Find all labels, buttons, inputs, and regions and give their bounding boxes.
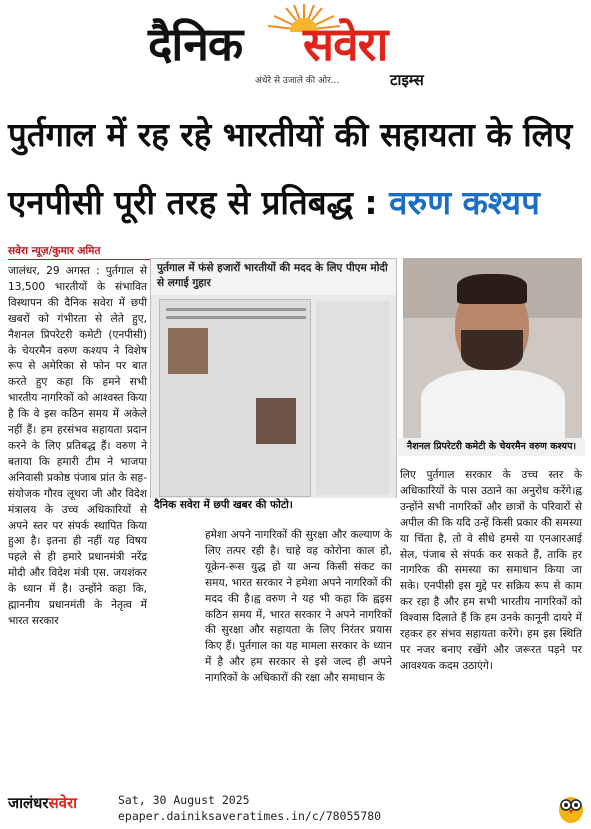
- hair: [457, 274, 527, 304]
- photo-caption: नैशनल प्रिपरेटरी कमेटी के चेयरमैन वरुण कश्यप।: [398, 438, 585, 456]
- footer-logo-part1: जालंधर: [8, 794, 49, 812]
- shirt: [421, 370, 565, 440]
- clipping-photo: [256, 398, 296, 444]
- clipping-photo: [168, 328, 208, 374]
- article-col2: [205, 528, 392, 780]
- headline-line2-text: एनपीसी पूरी तरह से प्रतिबद्ध :: [8, 183, 378, 222]
- newspaper-clipping-image: [150, 258, 397, 500]
- headline-name: वरुण कश्यप: [389, 183, 540, 222]
- beard: [461, 330, 523, 370]
- footer-logo-part2: सवेरा: [48, 794, 78, 812]
- article-col1-top: [8, 264, 147, 627]
- clipping-headline: पुर्तगाल में फंसे हजारों भारतीयों की मदद के लिए पीएम मोदी से लगाई गुहार: [151, 259, 396, 295]
- headline-line2: [8, 183, 588, 222]
- owl-icon: [557, 790, 585, 824]
- article-col3-text: लिए पुर्तगाल सरकार के उच्च स्तर के अधिकारियों के पास उठाने का अनुरोध करेंगे।ह्व उन्होंने सभी नागरिकों और छात्रों के परिवारों से अपील की कि यदि उन्हें किसी प्रकार की समस्या या चिंता है, तो वे सीधे हमसे या एनआरआई सेल, पंजाब से संपर्क कर सकते हैं, ताकि हर नागरिक की समस्या का समाधान किया जा सके। एनपीसी इस मुद्दे पर सक्रिय रूप से काम कर रहा है और हम सभी भारतीय नागरिकों को विश्वास दिलाते हैं कि हम उनके कानूनी दायरे में रहकर हर संभव सहायता करेंगे। हम इस स्थिति पर नजर बनाए रखेंगे और जरूरत पड़ने पर आवश्यक कदम उठाएंगे।: [400, 469, 582, 672]
- masthead-title-savera: सवेरा: [303, 17, 388, 71]
- clipping-line: [166, 308, 306, 311]
- footer-date: Sat, 30 August 2025: [118, 793, 250, 807]
- clipping-side-page: [316, 301, 390, 495]
- article-col1-text-a: जालंधर, 29 अगस्त : पुर्तगाल से 13,500 भारतीयों के संभावित विस्थापन की दैनिक सवेरा में छपी खबरों को गंभीरता से लेते हुए, नैशनल प्रिपरेटरी कमेटी (एनपीसी) के चेयरमैन वरुण कश्यप ने विशेष रूप से अमेरिका से फोन पर बात करते हुए कहा कि हमने सभी भारतीय नागरिकों को आश्वस्त किया है कि वे इस कठिन समय में अकेले नहीं हैं। हम हरसंभव सहायता प्रदान करने के लिए प्रतिबद्ध हैं। वरुण ने बताया कि हमारी टीम ने भाजपा अनिवासी प्रकोष्ठ पंजाब प्रांत के सह-संयोजक गौरव लूथरा जी और विदेश मंत्रालय के उच्च अधिकारियों से अपने स्तर पर संपर्क स्थापित किया हुआ है। इतना ही नहीं यह विषय पहले से ही हमारे प्रधानमंत्री नरेंद्र मोदी और विदेश मंत्री एस. जयशंकर के ध्यान में है। उन्होंने कहा कि, ह्माननीय प्रधानमंती के नेतृत्व में भारत सरकार: [8, 265, 147, 627]
- masthead-title-dainik: दैनिक: [148, 17, 243, 71]
- clipping-caption: दैनिक सवेरा में छपी खबर की फोटो।: [150, 498, 399, 516]
- masthead: [0, 0, 591, 100]
- masthead-tagline: अंधेरे से उजाले की ओर...: [255, 76, 340, 86]
- portrait-photo: [403, 258, 582, 438]
- masthead-times: टाइम्स: [390, 71, 424, 89]
- headline-line1: पुर्तगाल में रह रहे भारतीयों की सहायता के लिए: [8, 115, 573, 154]
- clipping-page: [159, 299, 311, 497]
- byline-underline: [8, 259, 152, 260]
- footer-logo: [8, 793, 77, 813]
- byline: सवेरा न्यूज़/कुमार अमित: [8, 245, 101, 257]
- article-col3: [400, 468, 582, 780]
- article-col2-text: हमेशा अपने नागरिकों की सुरक्षा और कल्याण के लिए तत्पर रही है। चाहे वह कोरोना काल हो, यूक्रेन-रूस युद्ध हो या अन्य किसी संकट का समय, भारत सरकार ने हमेशा अपने नागरिकों की मदद की है।ह्व वरुण ने यह भी कहा कि ह्वइस कठिन समय में, भारत सरकार ने अपने नागरिकों की सुरक्षा और सहायता के लिए निरंतर प्रयास किए हैं। पुर्तगाल का यह मामला सरकार के ध्यान में है और हम सरकार से इसे जल्द ही अपने नागरिकों के अधिकारों की रक्षा और समाधान के: [205, 529, 392, 685]
- clipping-line: [166, 316, 306, 319]
- footer-url[interactable]: epaper.dainiksaveratimes.in/c/78055780: [118, 809, 382, 823]
